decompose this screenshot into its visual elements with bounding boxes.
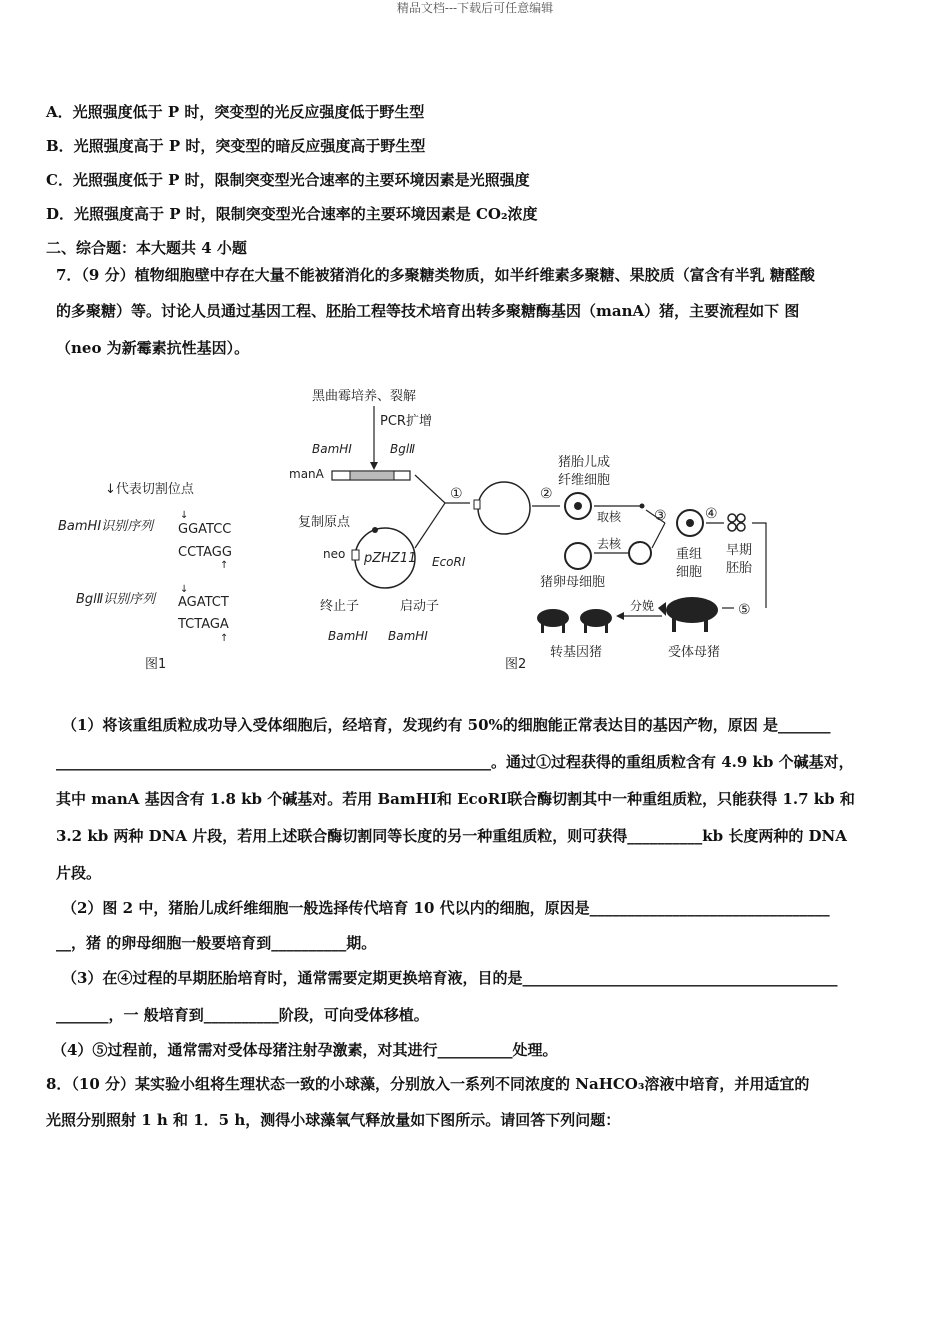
- fig2-neo: neo: [323, 547, 346, 561]
- fig1-bgl-cut-top: ↓: [180, 584, 189, 595]
- section-title: 二、综合题：本大题共 4 小题: [46, 239, 247, 257]
- fig2-bgl2: BglⅡ: [390, 442, 416, 456]
- fig2-birth: 分娩: [630, 599, 655, 613]
- q7-intro-line-1: 7．（9 分）植物细胞壁中存在大量不能被猪消化的多聚糖类物质，如半纤维素多聚糖、果胶质（富含有半乳 糖醛酸: [56, 266, 815, 284]
- page-header: 精品文档---下载后可任意编辑: [396, 1, 554, 15]
- fig2-step1: ①: [450, 486, 463, 502]
- option-a: A．光照强度低于 P 时，突变型的光反应强度低于野生型: [46, 103, 425, 121]
- q7-part2-line-1: （2）图 2 中，猪胎儿成纤维细胞一般选择传代培育 10 代以内的细胞，原因是________________________________: [62, 899, 830, 917]
- q8-line-2: 光照分别照射 1 h 和 1．5 h，测得小球藻氧气释放量如下图所示。请回答下列问题：: [46, 1111, 621, 1129]
- fig2-neo-box: [352, 550, 359, 560]
- fig2-promoter: 启动子: [400, 599, 440, 614]
- fig2-origin: 复制原点: [298, 515, 351, 530]
- fig2-transgenic-pig-1: [537, 609, 569, 633]
- fig2-step3: ③: [654, 508, 667, 524]
- fig2-mana-label: manA: [289, 467, 324, 481]
- q7-part1-line-3: 其中 manA 基因含有 1.8 kb 个碱基对。若用 BamHⅠ和 EcoRⅠ联合酶切割其中一种重组质粒，只能获得 1.7 kb 和: [56, 790, 855, 808]
- fig2-enucleated-oocyte: [629, 542, 651, 564]
- option-b: B．光照强度高于 P 时，突变型的暗反应强度高于野生型: [46, 137, 426, 155]
- fig2-embryo-cell-3: [728, 523, 736, 531]
- fig2-recomb-2: 细胞: [676, 565, 703, 580]
- fig1-bgl-cut-bottom: ↑: [220, 633, 229, 644]
- fig2-oocyte-label: 猪卵母细胞: [540, 575, 606, 590]
- fig2-merge-top: [415, 475, 445, 503]
- fig1-bgl-top: AGATCT: [178, 595, 229, 610]
- fig2-caption: 图2: [505, 657, 527, 672]
- option-c: C．光照强度低于 P 时，限制突变型光合速率的主要环境因素是光照强度: [46, 171, 530, 189]
- fig2-plasmid-name: pZHZ11: [364, 551, 417, 566]
- fig2-ecor1: EcoRⅠ: [432, 555, 466, 569]
- fig2-fibro-2: 纤维细胞: [558, 473, 611, 488]
- q7-intro-line-2: 的多聚糖）等。讨论人员通过基因工程、胚胎工程等技术培育出转多聚糖酶基因（manA）猪，主要流程如下 图: [56, 302, 800, 320]
- fig2-embryo-2: 胚胎: [726, 561, 753, 576]
- q7-part4-line: （4）⑤过程前，通常需对受体母猪注射孕激素，对其进行__________处理。: [52, 1041, 558, 1059]
- fig2-step5-path: [752, 523, 766, 608]
- fig2-birth-arrowhead: [616, 612, 624, 620]
- fig1-bam-cut-bottom: ↑: [220, 560, 229, 571]
- figure-2: [289, 389, 766, 672]
- q7-part3-line-1: （3）在④过程的早期胚胎培育时，通常需要定期更换培育液，目的是__________________________________________: [62, 969, 838, 987]
- fig1-bam-cut-top: ↓: [180, 510, 189, 521]
- q7-intro-line-3: （neo 为新霉素抗性基因）。: [56, 339, 250, 357]
- fig2-terminator: 终止子: [320, 599, 360, 614]
- fig2-embryo-cell-2: [737, 514, 745, 522]
- fig2-take-nucleus: 取核: [597, 510, 622, 524]
- fig1-bam-top: GGATCC: [178, 522, 232, 537]
- fig2-oocyte-cell: [565, 543, 591, 569]
- fig1-legend: ↓代表切割位点: [105, 482, 194, 497]
- fig2-recombinant-neo: [474, 500, 480, 509]
- option-d: D．光照强度高于 P 时，限制突变型光合速率的主要环境因素是 CO₂浓度: [46, 205, 538, 223]
- fig2-pcr: PCR扩增: [380, 414, 432, 429]
- q7-part1-line-4: 3.2 kb 两种 DNA 片段，若用上述联合酶切割同等长度的另一种重组质粒，则可获得__________kb 长度两种的 DNA: [56, 827, 847, 845]
- fig2-recomb-1: 重组: [676, 547, 703, 562]
- figure-1: [58, 481, 232, 672]
- fig2-merge-bottom: [415, 503, 445, 548]
- fig1-caption: 图1: [145, 657, 167, 672]
- q7-part1-line-1: （1）将该重组质粒成功导入受体细胞后，经培育，发现约有 50%的细胞能正常表达目的基因产物，原因 是_______: [62, 716, 831, 734]
- q8-line-1: 8．（10 分）某实验小组将生理状态一致的小球藻，分别放入一系列不同浓度的 NaHCO₃溶液中培育，并用适宜的: [46, 1075, 810, 1093]
- fig1-bam-bottom: CCTAGG: [178, 545, 232, 560]
- fig2-step4: ④: [705, 506, 718, 522]
- fig2-remove-nucleus: 去核: [597, 537, 622, 551]
- fig2-step2: ②: [540, 486, 553, 502]
- fig2-embryo-1: 早期: [726, 543, 753, 558]
- fig2-step5: ⑤: [738, 602, 751, 618]
- fig1-bgl-label: BglⅡ识别序列: [76, 592, 156, 607]
- fig2-embryo-cell-1: [728, 514, 736, 522]
- fig2-transgenic-pig-2: [580, 609, 612, 633]
- gene-engineering-figure: [40, 378, 920, 678]
- fig2-mana-gene: [350, 471, 394, 480]
- fig2-fibroblast-nucleus: [574, 502, 582, 510]
- fig2-recombinant-plasmid: [478, 482, 530, 534]
- fig2-recipient-label: 受体母猪: [668, 645, 721, 660]
- q7-part1-line-5: 片段。: [56, 864, 102, 882]
- fig2-bam-a: BamHⅠ: [328, 629, 368, 643]
- fig1-bgl-bottom: TCTAGA: [178, 617, 229, 632]
- fig2-merge-cell-bottom: [652, 523, 665, 548]
- q7-part2-line-2: __，猪 的卵母细胞一般要培育到__________期。: [56, 934, 377, 952]
- fig2-fibro-1: 猪胎儿成: [558, 455, 611, 470]
- fig2-bam-b: BamHⅠ: [388, 629, 428, 643]
- q7-part3-line-2: _______，一 般培育到__________阶段，可向受体移植。: [56, 1006, 429, 1024]
- fig2-bamh1: BamHⅠ: [312, 442, 352, 456]
- fig2-recombinant-nucleus: [686, 519, 694, 527]
- fig2-nucleus-dot: [640, 504, 645, 509]
- q7-part1-line-2: __________________________________________________________。通过①过程获得的重组质粒含有 4.9 kb 个碱基对，: [56, 753, 854, 771]
- fig2-embryo-cell-4: [737, 523, 745, 531]
- fig1-bam-label: BamHⅠ识别序列: [58, 519, 154, 534]
- fig2-source: 黑曲霉培养、裂解: [312, 389, 417, 404]
- fig2-recipient-sow: [658, 597, 718, 632]
- fig2-pcr-arrowhead: [370, 462, 378, 470]
- fig2-transgenic-label: 转基因猪: [550, 645, 603, 660]
